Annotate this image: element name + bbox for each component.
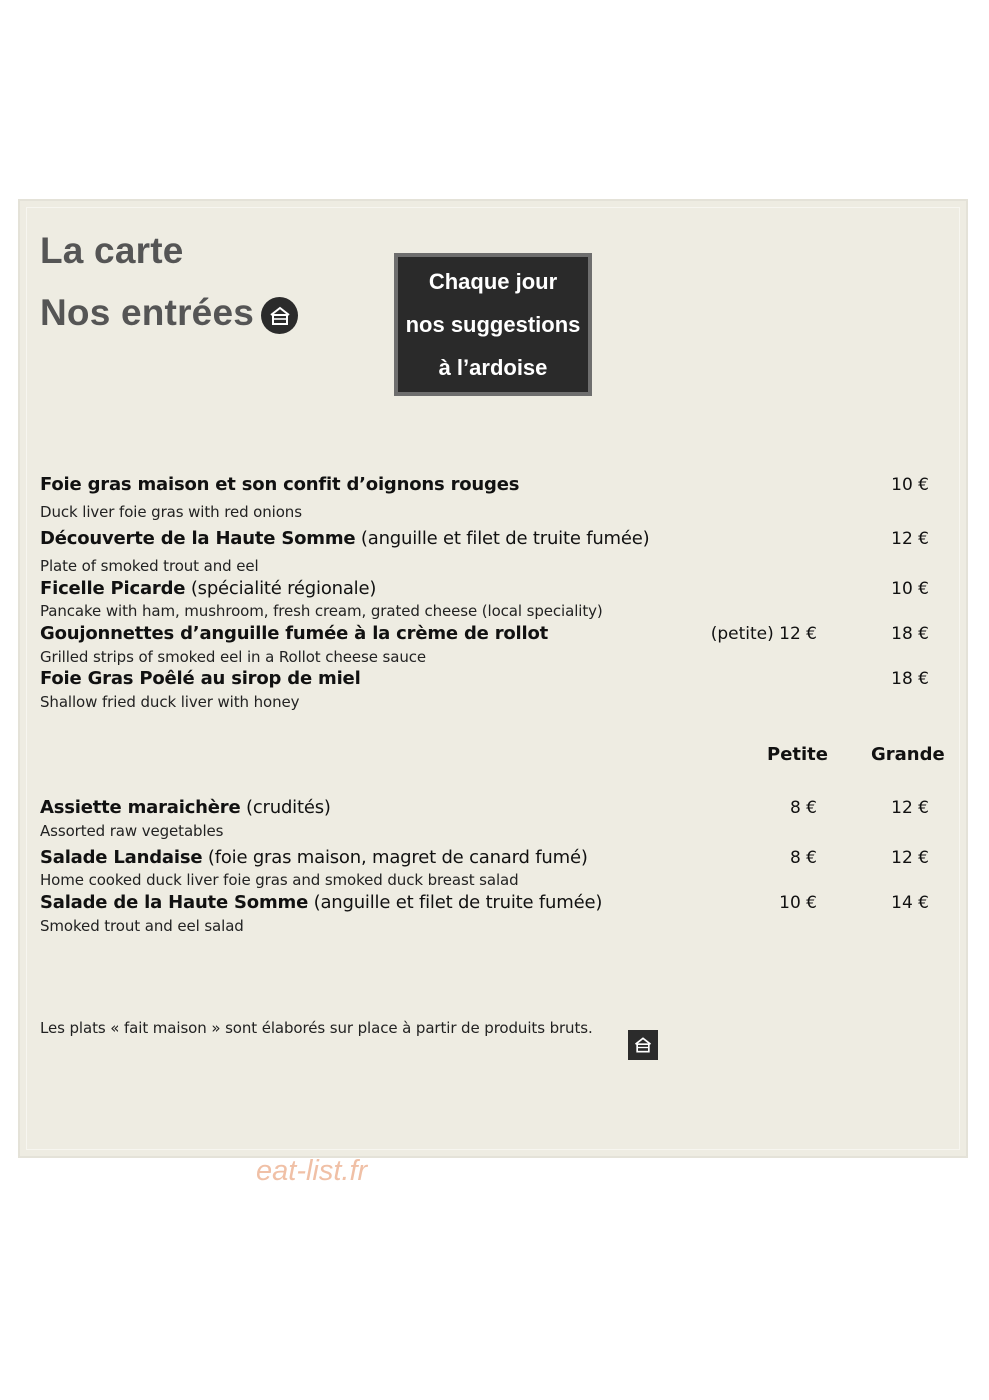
entree-name: Goujonnettes d’anguille fumée à la crème de rollot — [40, 623, 549, 644]
entree-price: 10 € — [891, 475, 929, 495]
salade-name: Salade de la Haute Somme (anguille et filet de truite fumée) — [40, 892, 603, 913]
entree-name: Foie gras maison et son confit d’oignons rouges — [40, 474, 520, 495]
ardoise-suggestions-box — [394, 253, 592, 396]
salade-price-petite: 10 € — [779, 893, 817, 913]
salade-price-petite: 8 € — [789, 798, 817, 818]
entree-price: 18 € — [891, 669, 929, 689]
fait-maison-house-icon — [261, 297, 298, 334]
salade-name: Salade Landaise (foie gras maison, magret de canard fumé) — [40, 847, 588, 868]
fait-maison-footnote: Les plats « fait maison » sont élaborés sur place à partir de produits bruts. — [40, 1019, 593, 1037]
entree-desc: Plate of smoked trout and eel — [40, 557, 259, 575]
ardoise-line-1: Chaque jour — [428, 269, 558, 294]
entree-price: 12 € — [891, 529, 929, 549]
salade-desc: Assorted raw vegetables — [40, 822, 224, 840]
salade-desc: Smoked trout and eel salad — [40, 917, 244, 935]
title-la-carte: La carte — [40, 230, 184, 271]
entree-name: Découverte de la Haute Somme (anguille et filet de truite fumée) — [40, 528, 650, 549]
entree-desc: Duck liver foie gras with red onions — [40, 503, 302, 521]
watermark: eat-list.fr — [256, 1155, 368, 1187]
column-header-grande: Grande — [871, 744, 945, 765]
ardoise-line-3: à l’ardoise — [438, 355, 548, 380]
entree-name: Foie Gras Poêlé au sirop de miel — [40, 668, 361, 689]
entree-price: 18 € — [891, 624, 929, 644]
salade-price-petite: 8 € — [789, 848, 817, 868]
salade-price-grande: 12 € — [891, 798, 929, 818]
entree-price: 10 € — [891, 579, 929, 599]
ardoise-line-2: nos suggestions — [405, 312, 581, 337]
entree-desc: Shallow fried duck liver with honey — [40, 693, 300, 711]
title-nos-entrees: Nos entrées — [40, 292, 255, 333]
entree-name: Ficelle Picarde (spécialité régionale) — [40, 578, 377, 599]
salade-price-grande: 14 € — [891, 893, 929, 913]
salade-price-grande: 12 € — [891, 848, 929, 868]
entree-price-petite: (petite) 12 € — [710, 624, 817, 644]
salade-desc: Home cooked duck liver foie gras and smoked duck breast salad — [40, 871, 519, 889]
entree-desc: Grilled strips of smoked eel in a Rollot cheese sauce — [40, 648, 427, 666]
fait-maison-house-icon-small — [628, 1030, 658, 1060]
column-header-petite: Petite — [767, 744, 828, 765]
salade-name: Assiette maraichère (crudités) — [40, 797, 331, 818]
entree-desc: Pancake with ham, mushroom, fresh cream, grated cheese (local speciality) — [40, 602, 603, 620]
